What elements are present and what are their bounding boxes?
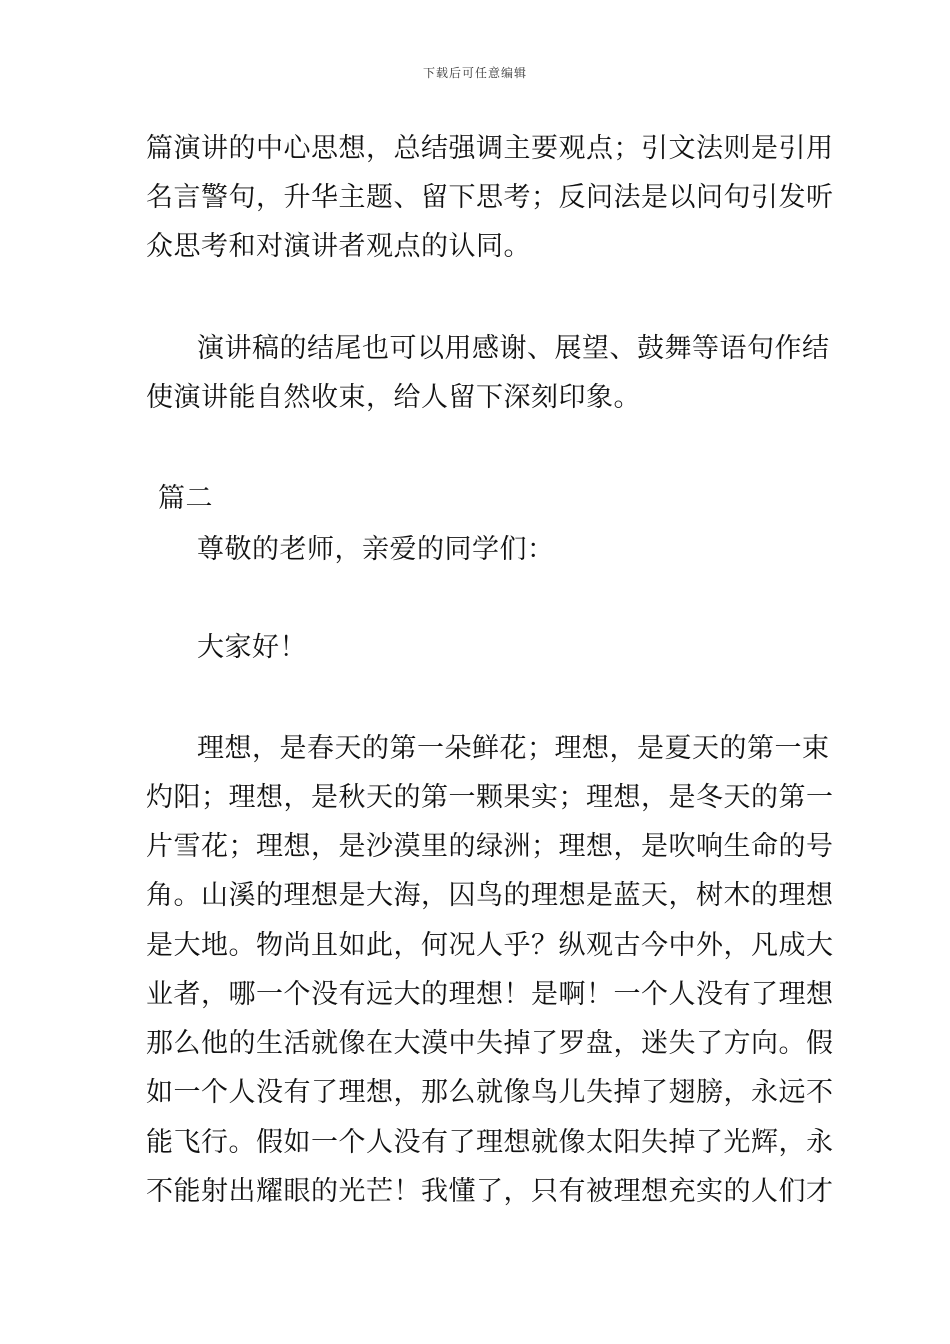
text-line: 不能射出耀眼的光芒！我懂了，只有被理想充实的人们才: [146, 1176, 834, 1207]
text-line: 片雪花；理想，是沙漠里的绿洲；理想，是吹响生命的号: [146, 831, 834, 862]
text-line: 业者，哪一个没有远大的理想！是啊！一个人没有了理想: [146, 979, 834, 1010]
text-line: 如一个人没有了理想，那么就像鸟儿失掉了翅膀，永远不: [146, 1077, 834, 1108]
text-line: 名言警句，升华主题、留下思考；反问法是以问句引发听: [146, 182, 834, 213]
text-line: 篇演讲的中心思想，总结强调主要观点；引文法则是引用: [146, 133, 834, 164]
text-line: 理想，是春天的第一朵鲜花；理想，是夏天的第一束: [197, 733, 830, 764]
page-header: 下载后可任意编辑: [422, 66, 527, 80]
text-line: 能飞行。假如一个人没有了理想就像太阳失掉了光辉，永: [146, 1127, 834, 1158]
text-line: 演讲稿的结尾也可以用感谢、展望、鼓舞等语句作结: [197, 333, 830, 364]
text-line: 是大地。物尚且如此，何况人乎？纵观古今中外，凡成大: [146, 930, 834, 961]
text-line: 众思考和对演讲者观点的认同。: [146, 231, 531, 262]
greeting: 大家好！: [197, 632, 307, 663]
salutation: 尊敬的老师，亲爱的同学们：: [197, 534, 555, 565]
text-line: 灼阳；理想，是秋天的第一颗果实；理想，是冬天的第一: [146, 782, 834, 813]
text-line: 角。山溪的理想是大海，囚鸟的理想是蓝天，树木的理想: [146, 880, 834, 911]
text-line: 使演讲能自然收束，给人留下深刻印象。: [146, 382, 641, 413]
text-line: 那么他的生活就像在大漠中失掉了罗盘，迷失了方向。假: [146, 1028, 834, 1059]
section-title: 篇二: [158, 483, 213, 514]
